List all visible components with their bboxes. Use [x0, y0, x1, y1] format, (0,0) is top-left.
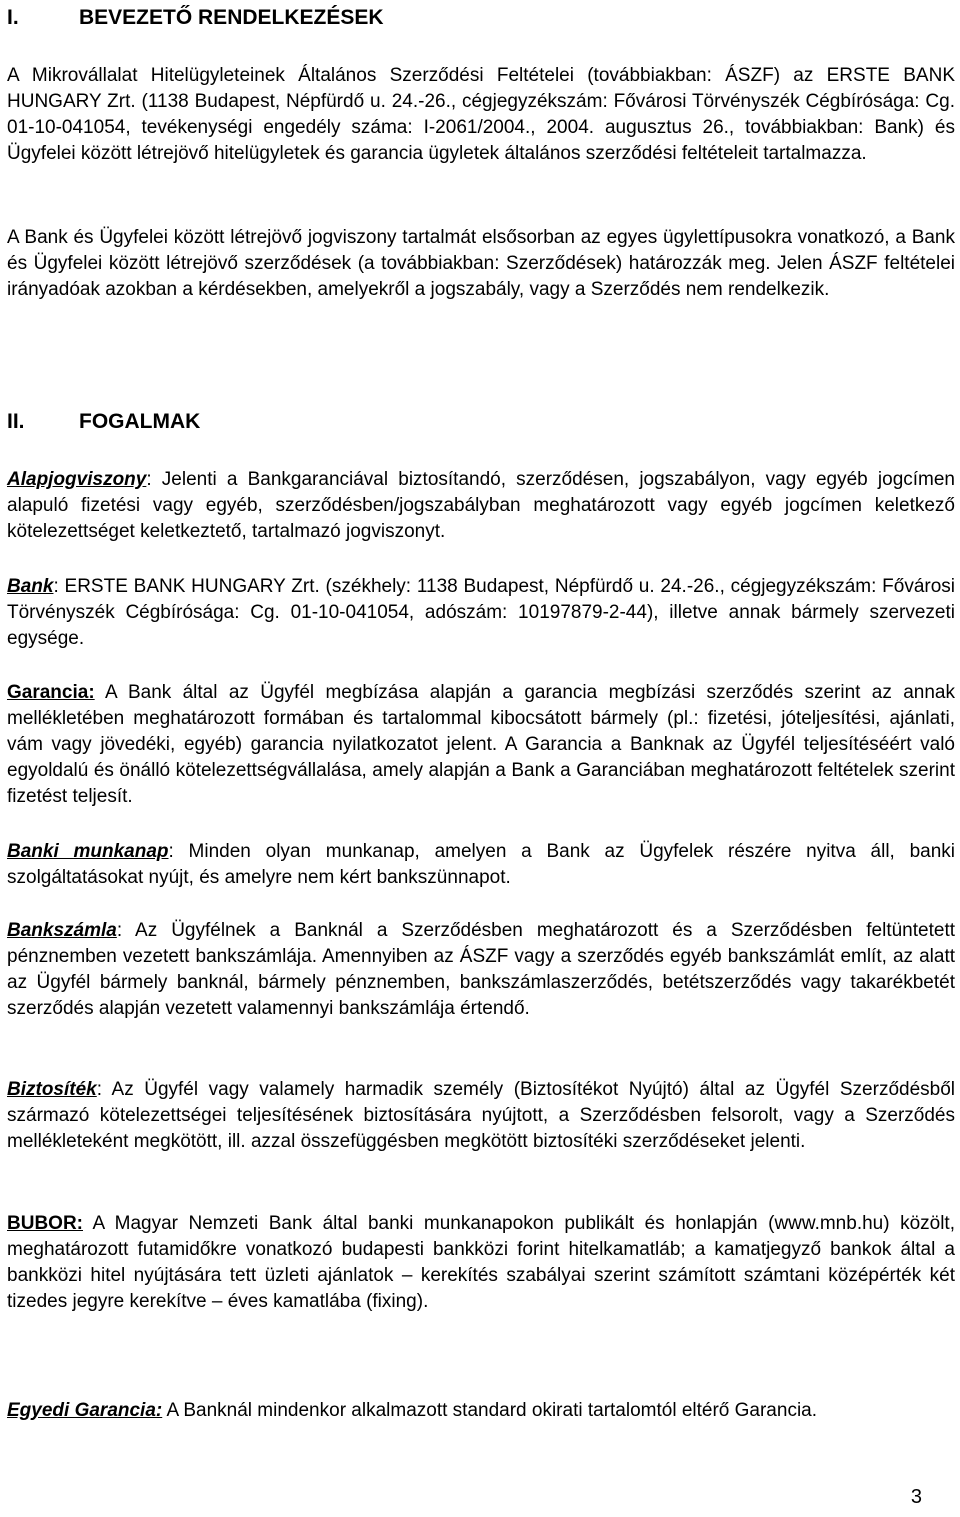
definition-banki-munkanap: [7, 839, 955, 891]
definition-term: Bank: [7, 576, 54, 597]
definition-bankszamla: [7, 918, 955, 1022]
definition-term: Banki munkanap: [7, 841, 169, 862]
definition-separator: :: [96, 1079, 103, 1100]
section-number: II.: [7, 410, 25, 433]
definition-bank: [7, 574, 955, 652]
definition-term: Bankszámla: [7, 920, 117, 941]
section-heading-definitions: [7, 408, 200, 436]
definition-text: Minden olyan munkanap, amelyen a Bank az Ügyfelek részére nyitva áll, banki szolgáltatásokat nyújt, és amelyre nem kért bankszünnapot.: [7, 841, 955, 888]
definition-term: Garancia:: [7, 682, 95, 703]
intro-paragraph-2: A Bank és Ügyfelei között létrejövő jogviszony tartalmát elsősorban az egyes ügylettípusokra vonatkozó, a Bank és Ügyfelei között létrejövő szerződések (a továbbiakban: Szerződések) határozzák meg. Jelen ÁSZF feltételei irányadóak azokban a kérdésekben, amelyekről a jogszabály, vagy a Szerződés nem rendelkezik.: [7, 227, 955, 300]
definition-biztositek: [7, 1077, 955, 1155]
definition-text: Az Ügyfélnek a Banknál a Szerződésben meghatározott és a Szerződésben feltüntetett pénznemben vezetett bankszámlája. Amennyiben az ÁSZF vagy a szerződés egyéb bankszámlát említ, az alatt az Ügyfél bármely banknál, bármely pénznemben, bankszámlaszerződés, betétszerződés vagy takarékbetét szerződés alapján vezetett valamennyi bankszámlája értendő.: [7, 920, 955, 1019]
definition-bubor: [7, 1211, 955, 1315]
definition-text: A Magyar Nemzeti Bank által banki munkanapokon publikált és honlapján (www.mnb.hu) közölt, meghatározott futamidőkre vonatkozó budapesti bankközi forint hitelkamatláb; a kamatjegyző bankok által a bankközi hitel nyújtására tett üzleti ajánlatok – kerekítés szabályai szerint számított számtani középérték két tizedes jegyre kerekítve – éves kamatlába (fixing).: [7, 1213, 955, 1312]
definition-garancia: [7, 680, 955, 810]
definition-text: A Bank által az Ügyfél megbízása alapján a garancia megbízási szerződés szerint az annak mellékletében meghatározott formában és tartalommal kibocsátott bármely (pl.: fizetési, jóteljesítési, ajánlati, vám vagy jövedéki, egyéb) garancia nyilatkozatot jelent. A Garancia a Banknak az Ügyfél teljesítéséért való egyoldalú és önálló kötelezettségvállalása, amely alapján a Bank a Garanciában meghatározott feltételek szerint fizetést teljesít.: [7, 682, 955, 807]
definition-text: A Banknál mindenkor alkalmazott standard okirati tartalomtól eltérő Garancia.: [162, 1400, 818, 1421]
intro-paragraph-1: A Mikrovállalat Hitelügyleteinek Általános Szerződési Feltételei (továbbiakban: ÁSZF) az ERSTE BANK HUNGARY Zrt. (1138 Budapest, Népfürdő u. 24.-26., cégjegyzékszám: Fővárosi Törvényszék Cégbírósága: Cg. 01-10-041054, tevékenységi engedély száma: I-2061/2004., 2004. augusztus 26., továbbiakban: Bank) és Ügyfelei között létrejövő hitelügyletek és garancia ügyletek általános szerződési feltételeit tartalmazza.: [7, 65, 955, 164]
definition-separator: :: [53, 576, 59, 597]
definition-egyedi-garancia: [7, 1398, 955, 1424]
definition-term: Alapjogviszony: [7, 469, 147, 490]
definition-alapjogviszony: [7, 467, 955, 545]
page-number: 3: [910, 1486, 922, 1508]
definition-term: BUBOR:: [7, 1213, 83, 1234]
section-title: BEVEZETŐ RENDELKEZÉSEK: [79, 6, 384, 29]
definition-term: Biztosíték: [7, 1079, 97, 1100]
definition-separator: :: [116, 920, 123, 941]
definition-term: Egyedi Garancia:: [7, 1400, 163, 1421]
definition-text: Jelenti a Bankgaranciával biztosítandó, szerződésen, jogszabályon, vagy egyéb jogcímen alapuló fizetési vagy egyéb, szerződésben/jogszabályban meghatározott vagy egyéb jogcímen keletkező kötelezettséget keletkeztető, tartalmazó jogviszonyt.: [7, 469, 955, 542]
definition-separator: :: [146, 469, 152, 490]
definition-text: ERSTE BANK HUNGARY Zrt. (székhely: 1138 Budapest, Népfürdő u. 24.-26., cégjegyzékszám: Fővárosi Törvényszék Cégbírósága: Cg. 01-10-041054, adószám: 10197879-2-44), illetve annak bármely szervezeti egysége.: [7, 576, 955, 649]
definition-text: Az Ügyfél vagy valamely harmadik személy (Biztosítékot Nyújtó) által az Ügyfél Szerződésből származó kötelezettségei teljesítésének biztosítására nyújtott, a Szerződésben felsorolt, vagy a Szerződés mellékleteként megkötött, ill. azzal összefüggésben megkötött biztosítéki szerződéseket jelenti.: [7, 1079, 955, 1152]
section-heading-introduction: [7, 4, 384, 32]
section-number: I.: [7, 6, 19, 29]
section-title: FOGALMAK: [79, 410, 201, 433]
definition-separator: :: [168, 841, 174, 862]
